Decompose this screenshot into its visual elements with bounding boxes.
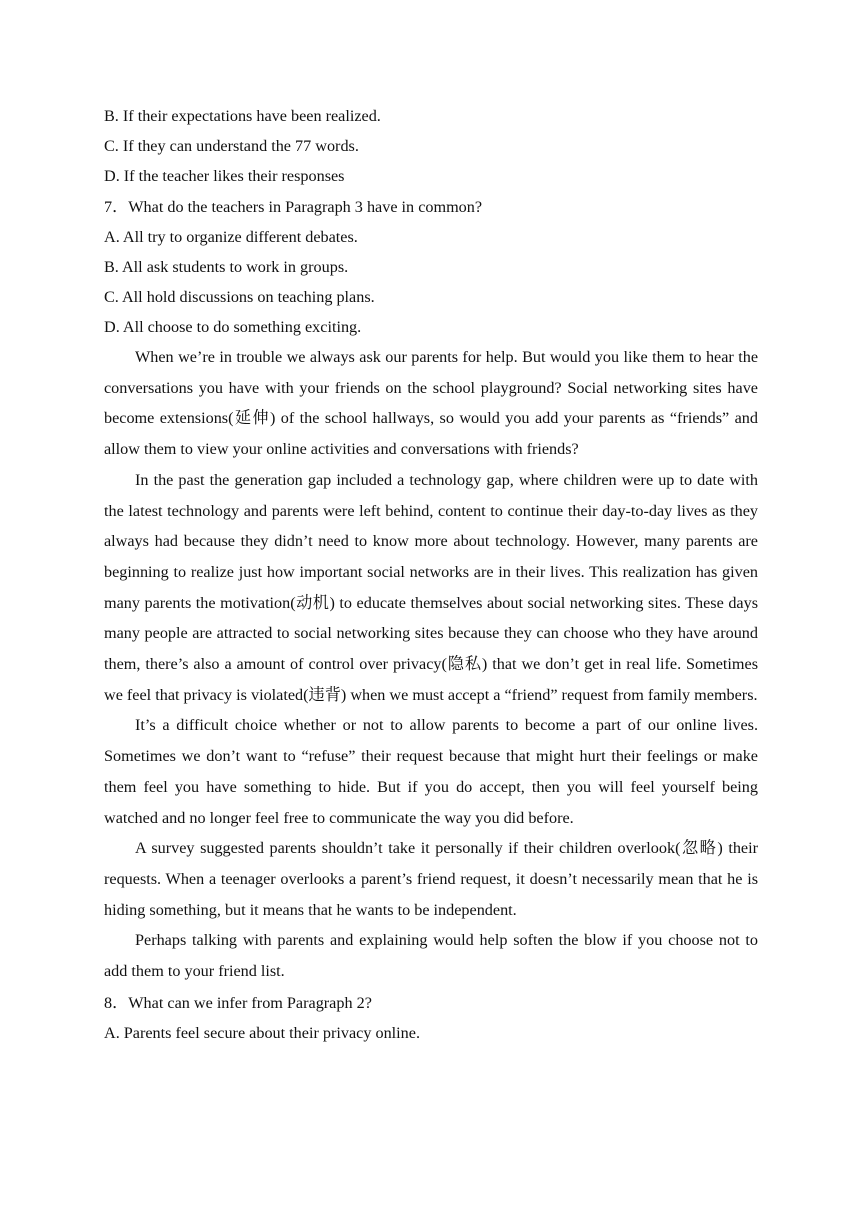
document-content	[104, 101, 758, 1048]
passage-paragraph-1: When we’re in trouble we always ask our parents for help. But would you like them to hear the conversations you have with your friends on the school playground? Social networking sites have become extensions(延伸) of the school hallways, so would you add your parents as “friends” and allow them to view your online activities and conversations with friends?	[104, 348, 758, 459]
q7-question: 7．What do the teachers in Paragraph 3 have in common?	[104, 198, 483, 216]
q7-option-a: A. All try to organize different debates.	[104, 228, 358, 246]
q7-option-b: B. All ask students to work in groups.	[104, 258, 349, 276]
q6-option-c: C. If they can understand the 77 words.	[104, 137, 359, 155]
q6-option-b: B. If their expectations have been realized.	[104, 107, 381, 125]
q7-option-c: C. All hold discussions on teaching plans.	[104, 288, 375, 306]
q8-option-a: A. Parents feel secure about their privacy online.	[104, 1023, 420, 1042]
passage-paragraph-4: A survey suggested parents shouldn’t take it personally if their children overlook(忽略) their requests. When a teenager overlooks a parent’s friend request, it doesn’t necessarily mean that he is hiding something, but it means that he wants to be independent.	[104, 839, 758, 919]
q6-option-d: D. If the teacher likes their responses	[104, 167, 345, 185]
passage-paragraph-5: Perhaps talking with parents and explaining would help soften the blow if you choose not to add them to your friend list.	[104, 931, 758, 981]
passage-paragraph-2: In the past the generation gap included a technology gap, where children were up to date with the latest technology and parents were left behind, content to continue their day-to-day lives as they always had because they didn’t need to know more about technology. However, many parents are beginning to realize just how important social networks are in their lives. This realization has given many parents the motivation(动机) to educate themselves about social networking sites. These days many people are attracted to social networking sites because they can choose who they have around them, there’s also a amount of control over privacy(隐私) that we don’t get in real life. Sometimes we feel that privacy is violated(违背) when we must accept a “friend” request from family members.	[104, 470, 758, 704]
q8-question: 8．What can we infer from Paragraph 2?	[104, 993, 372, 1012]
q7-option-d: D. All choose to do something exciting.	[104, 318, 362, 336]
passage-paragraph-3: It’s a difficult choice whether or not to allow parents to become a part of our online lives. Sometimes we don’t want to “refuse” their request because that might hurt their feelings or make them feel you have something to hide. But if you do accept, then you will feel yourself being watched and no longer feel free to communicate the way you did before.	[104, 716, 758, 827]
